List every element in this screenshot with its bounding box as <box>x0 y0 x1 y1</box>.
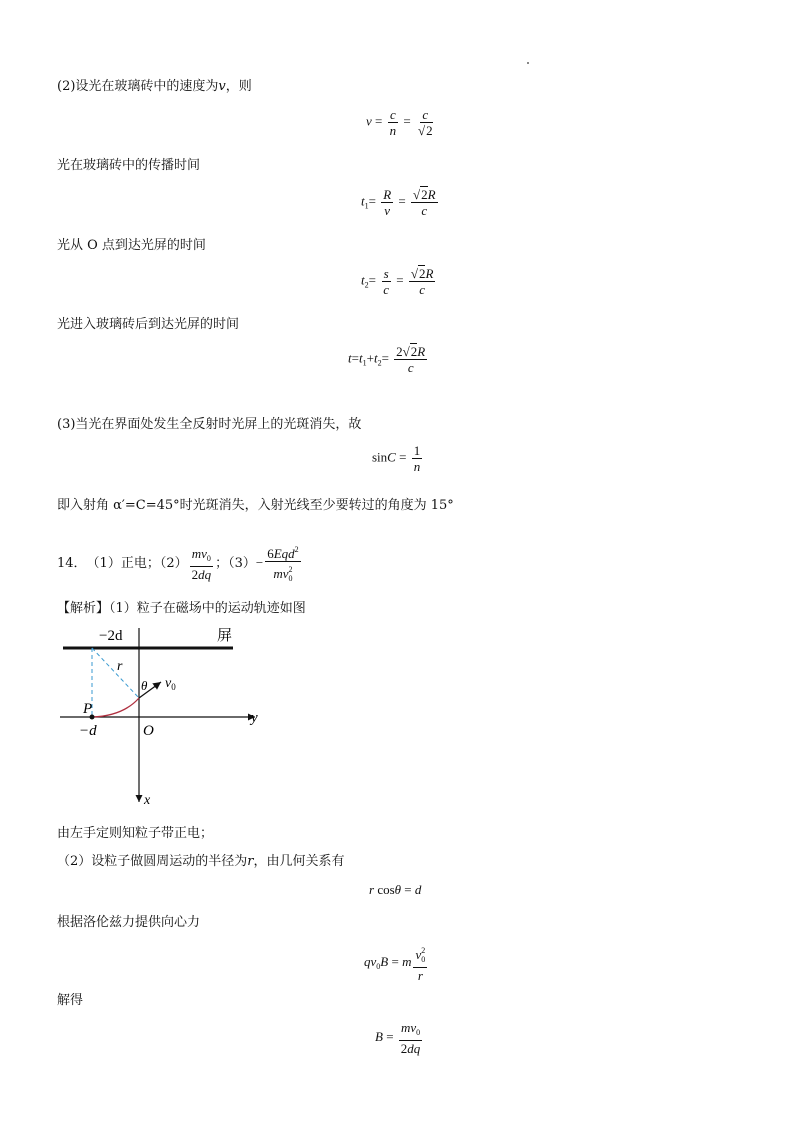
radius-line <box>57 854 345 870</box>
p2-intro-v: v <box>218 79 226 94</box>
analysis-line <box>57 601 306 617</box>
formula-t-total: $t=t_1+t_2=$ $\frac{2√2R}{c}$ <box>348 344 426 375</box>
trajectory-diagram <box>55 620 270 810</box>
label-r: r <box>117 659 123 674</box>
label-theta: θ <box>141 678 148 693</box>
after-entering-text: 光进入玻璃砖后到达光屏的时间 <box>57 317 240 332</box>
stray-dot <box>527 62 529 64</box>
q14-separator: ；（3） <box>215 556 256 571</box>
label-screen: 屏 <box>217 628 233 644</box>
trajectory-arc <box>92 698 139 717</box>
p2-intro-then: ，则 <box>225 79 252 94</box>
label-neg-2d: −2d <box>99 628 123 644</box>
formula-t2: $t_2=$ $\frac{s}{c}$ = $\frac{√2R}{c}$ <box>361 266 434 297</box>
q14-answers <box>57 542 303 586</box>
formula-t1: $t_1=$ $\frac{R}{v}$ = $\frac{√2R}{c}$ <box>361 187 436 218</box>
o-to-screen-text: 光从 O 点到达光屏的时间 <box>57 238 206 253</box>
formula-rcos: r cosθ = d <box>369 882 422 897</box>
formula-lorentz: $qv_0B = m$ $\frac{v^2_0}{r}$ <box>364 943 429 983</box>
incident-angle-text: 即入射角 α′=C=45°时光斑消失，入射光线至少要转过的角度为 15° <box>57 498 454 513</box>
radius-r: r <box>247 854 254 869</box>
label-neg-d: −d <box>79 723 97 739</box>
radius-tail: ，由几何关系有 <box>253 854 345 869</box>
q14-answer-2-formula: $\frac{mv_0}{2dq}$ <box>191 546 212 582</box>
dashed-radius <box>92 648 139 698</box>
p2-intro-text: (2)设光在玻璃砖中的速度为 <box>57 79 219 94</box>
formula-sinc: sinC = $\frac{1}{n}$ <box>372 443 421 474</box>
p2-intro <box>57 79 252 95</box>
formula-v: v = $\frac{c}{n}$ = $\frac{c}{√2}$ <box>366 107 433 138</box>
solve-text: 解得 <box>57 993 84 1008</box>
label-v0: $v_0$ <box>165 676 176 692</box>
analysis-text: （1）粒子在磁场中的运动轨迹如图 <box>109 601 306 616</box>
q14-number: 14． <box>57 556 87 571</box>
lorentz-text: 根据洛伦兹力提供向心力 <box>57 915 201 930</box>
formula-b: B = $\frac{mv_0}{2dq}$ <box>375 1020 421 1056</box>
q14-answer-1-2: （1）正电；（2） <box>86 556 188 571</box>
label-o: O <box>143 723 154 739</box>
label-p: P <box>83 701 93 717</box>
q14-answer-3-formula: − $\frac{6Eqd^2}{mv^2_0}$ <box>256 542 303 586</box>
propagation-time-text: 光在玻璃砖中的传播时间 <box>57 158 201 173</box>
left-hand-text: 由左手定则知粒子带正电； <box>57 826 214 841</box>
analysis-tag: 【解析】 <box>57 601 110 616</box>
label-y: y <box>251 710 258 726</box>
label-x: x <box>144 793 151 808</box>
p3-text: (3)当光在界面处发生全反射时光屏上的光斑消失，故 <box>57 417 362 432</box>
radius-intro: （2）设粒子做圆周运动的半径为 <box>57 854 248 869</box>
